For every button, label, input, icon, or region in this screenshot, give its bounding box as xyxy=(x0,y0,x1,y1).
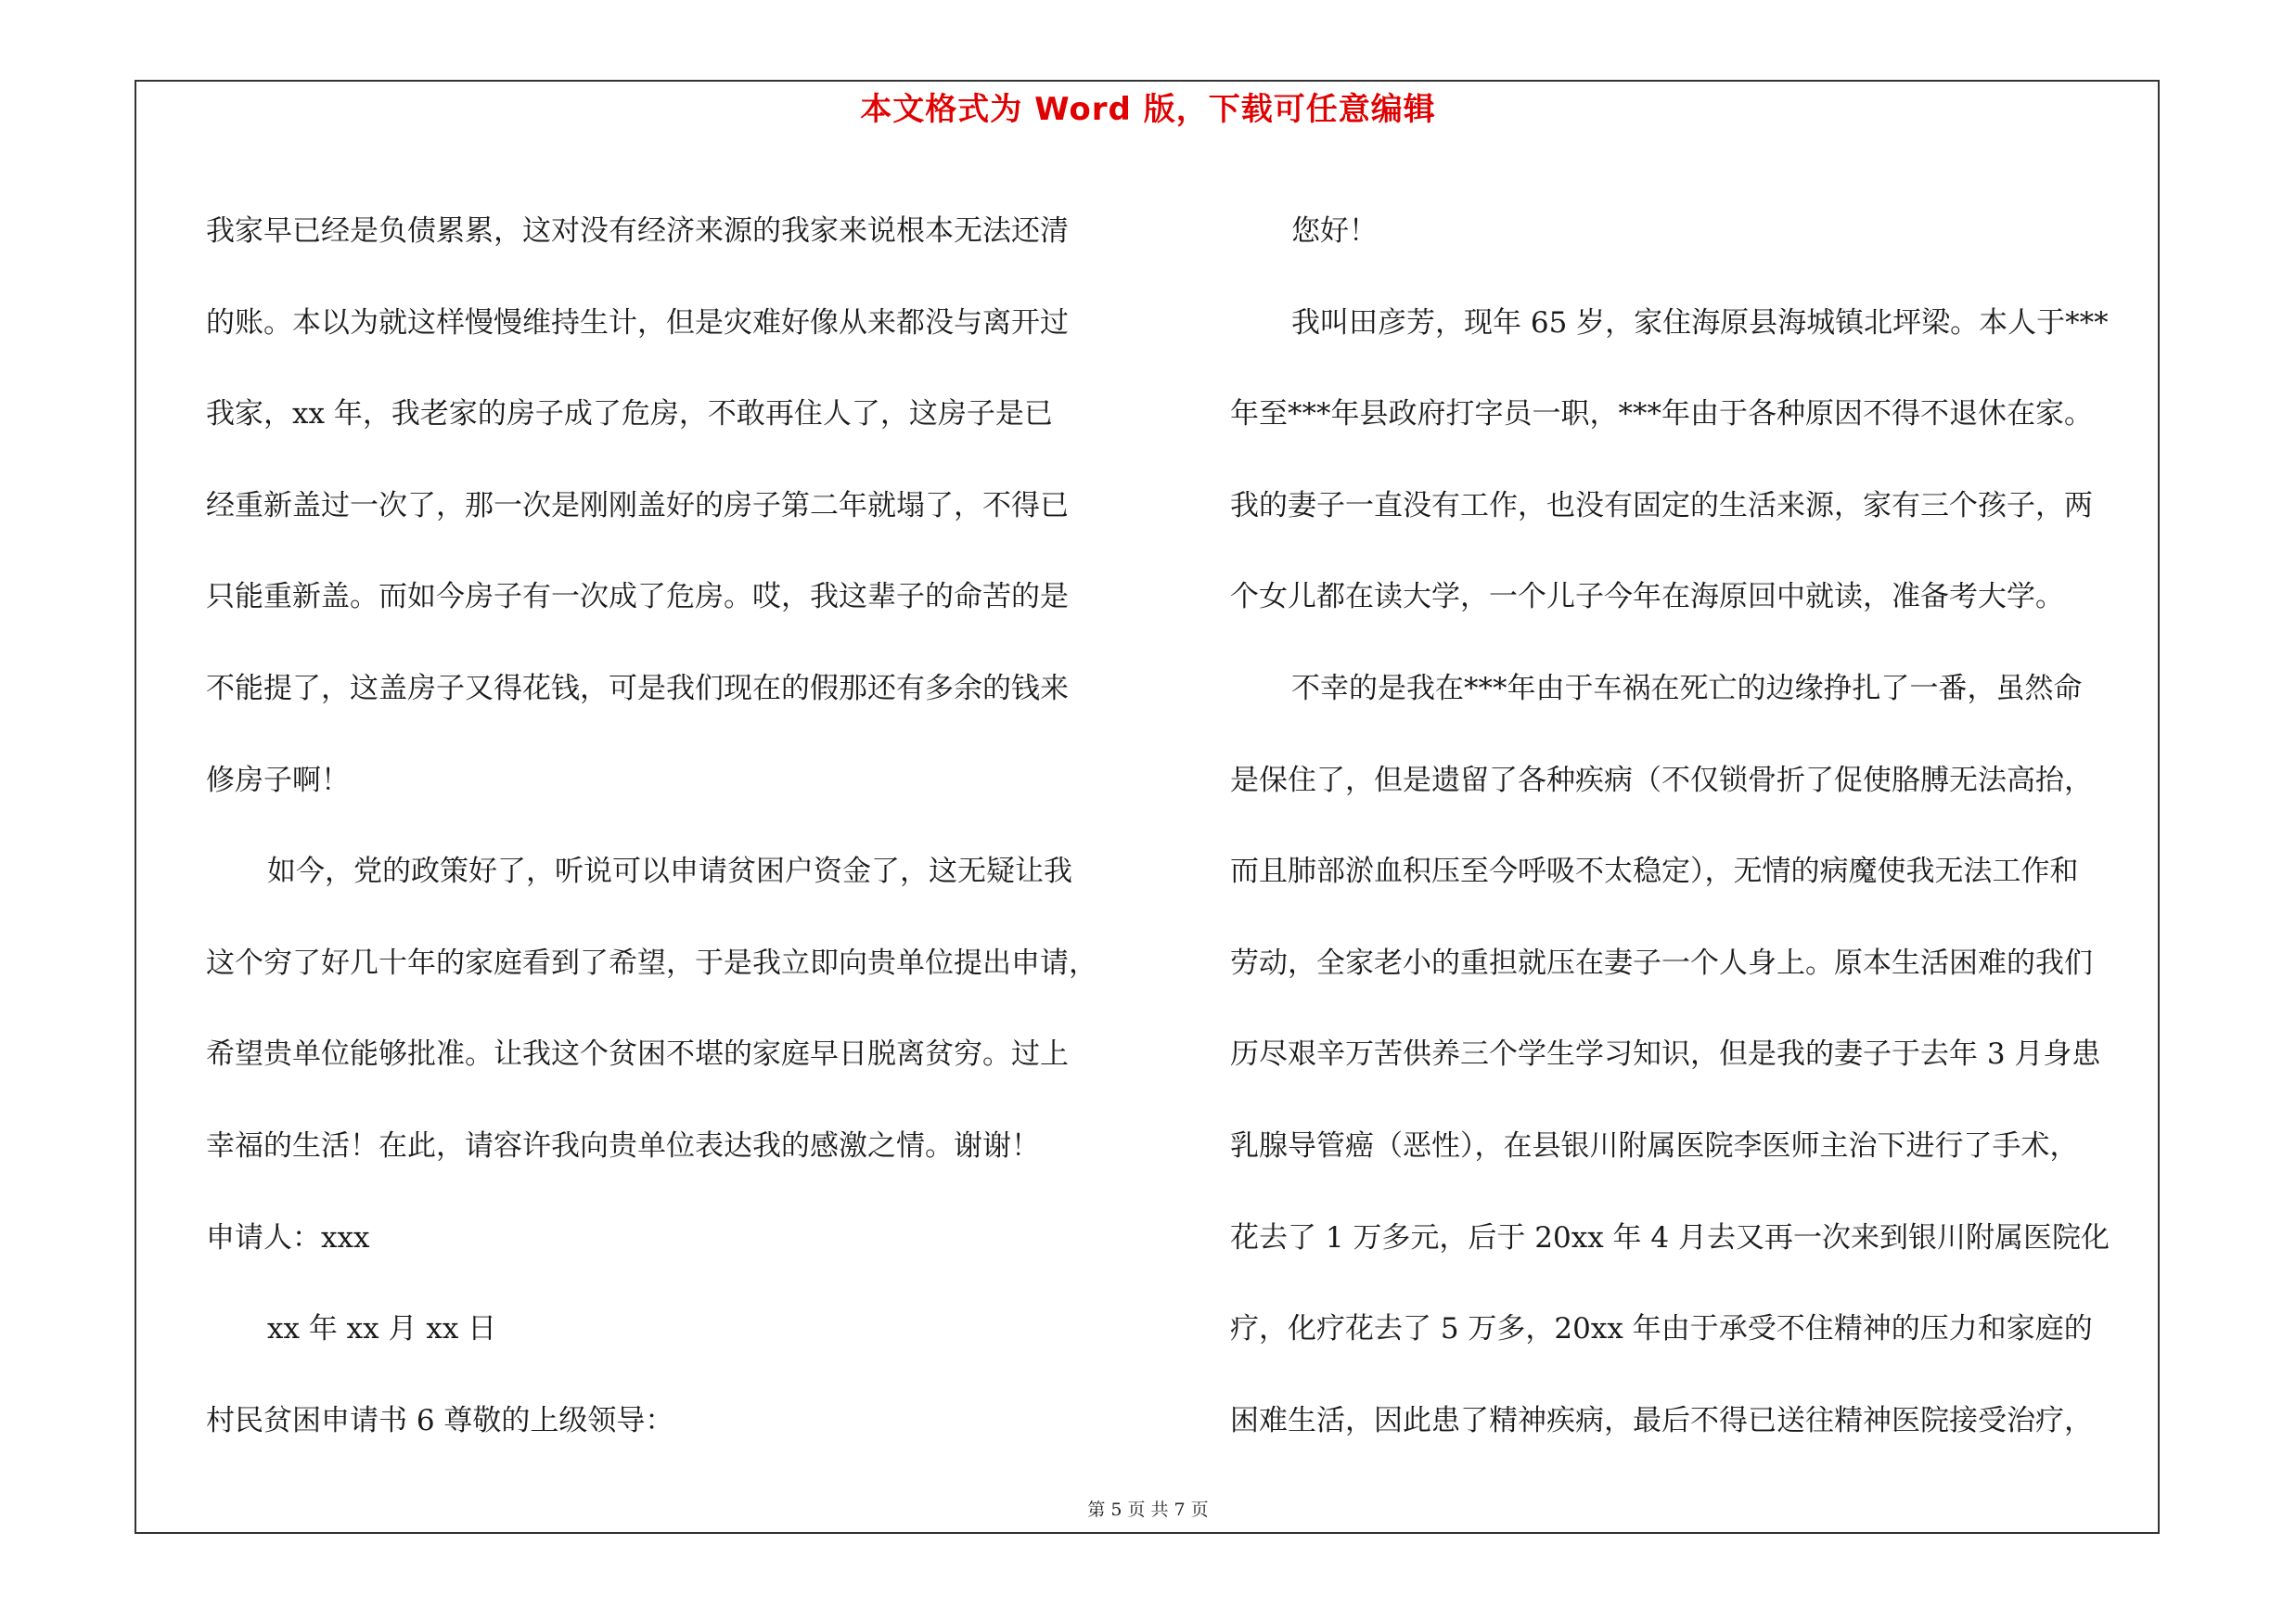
left-line: 这个穷了好几十年的家庭看到了希望，于是我立即向贵单位提出申请， xyxy=(206,946,1097,980)
left-line: 我家早已经是负债累累，这对没有经济来源的我家来说根本无法还清 xyxy=(206,214,1069,248)
left-line: 我家，xx 年，我老家的房子成了危房，不敢再住人了，这房子是已 xyxy=(206,397,1053,432)
left-line: 如今，党的政策好了，听说可以申请贫困户资金了，这无疑让我 xyxy=(267,855,1072,889)
right-line: 年至***年县政府打字员一职，***年由于各种原因不得不退休在家。 xyxy=(1230,397,2093,432)
left-line: 经重新盖过一次了，那一次是刚刚盖好的房子第二年就塌了，不得已 xyxy=(206,488,1069,522)
right-line: 个女儿都在读大学，一个儿子今年在海原回中就读，准备考大学。 xyxy=(1230,580,2064,614)
next-letter-heading: 村民贫困申请书 6 尊敬的上级领导： xyxy=(206,1403,674,1437)
right-line: 是保住了，但是遗留了各种疾病（不仅锁骨折了促使胳膊无法高抬， xyxy=(1230,763,2093,797)
right-line: 而且肺部淤血积压至今呼吸不太稳定），无情的病魔使我无法工作和 xyxy=(1230,855,2079,889)
right-line: 历尽艰辛万苦供养三个学生学习知识，但是我的妻子于去年 3 月身患 xyxy=(1230,1037,2101,1072)
page-number: 第 5 页 共 7 页 xyxy=(1087,1500,1209,1520)
right-line: 我叫田彦芳，现年 65 岁，家住海原县海城镇北坪梁。本人于*** xyxy=(1291,305,2109,340)
applicant-line: 申请人：xxx xyxy=(206,1220,370,1255)
right-column xyxy=(1230,186,2167,1466)
left-line: 修房子啊！ xyxy=(206,763,350,797)
right-line: 困难生活，因此患了精神疾病，最后不得已送往精神医院接受治疗， xyxy=(1230,1403,2093,1437)
left-line: 希望贵单位能够批准。让我这个贫困不堪的家庭早日脱离贫穷。过上 xyxy=(206,1037,1069,1072)
left-column xyxy=(206,186,1143,1466)
word-format-notice: 本文格式为 Word 版，下载可任意编辑 xyxy=(860,91,1436,128)
greeting-line: 您好！ xyxy=(1291,214,1378,248)
left-line: 只能重新盖。而如今房子有一次成了危房。哎，我这辈子的命苦的是 xyxy=(206,580,1069,614)
right-line: 不幸的是我在***年由于车祸在死亡的边缘挣扎了一番，虽然命 xyxy=(1291,671,2083,705)
right-line: 乳腺导管癌（恶性），在县银川附属医院李医师主治下进行了手术， xyxy=(1230,1128,2079,1163)
left-line: 不能提了，这盖房子又得花钱，可是我们现在的假那还有多余的钱来 xyxy=(206,671,1069,705)
right-line: 劳动，全家老小的重担就压在妻子一个人身上。原本生活困难的我们 xyxy=(1230,946,2093,980)
left-line: 幸福的生活！在此，请容许我向贵单位表达我的感激之情。谢谢！ xyxy=(206,1128,1040,1163)
right-line: 疗，化疗花去了 5 万多，20xx 年由于承受不住精神的压力和家庭的 xyxy=(1230,1312,2093,1346)
left-line: 的账。本以为就这样慢慢维持生计，但是灾难好像从来都没与离开过 xyxy=(206,305,1069,340)
date-line: xx 年 xx 月 xx 日 xyxy=(267,1312,497,1346)
right-line: 花去了 1 万多元，后于 20xx 年 4 月去又再一次来到银川附属医院化 xyxy=(1230,1220,2110,1255)
right-line: 我的妻子一直没有工作，也没有固定的生活来源，家有三个孩子，两 xyxy=(1230,488,2093,522)
